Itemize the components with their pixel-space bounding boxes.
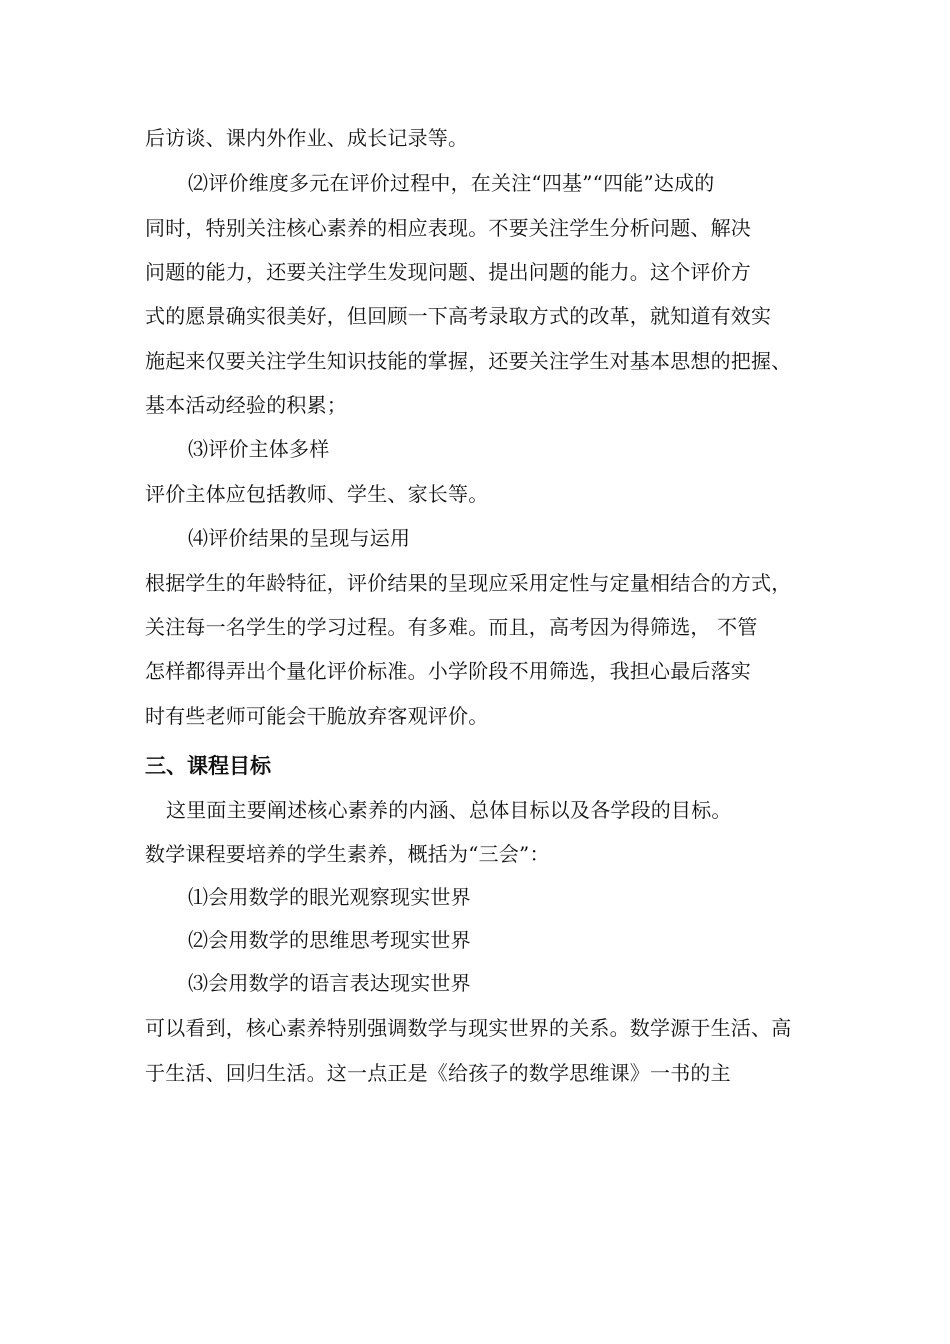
paragraph-line: 数学课程要培养的学生素养，概括为“三会”： (145, 842, 550, 866)
list-item: ⑴会用数学的眼光观察现实世界 (188, 885, 471, 909)
section-heading: 三、课程目标 (145, 754, 271, 778)
paragraph-line: 评价主体应包括教师、学生、家长等。 (145, 482, 489, 506)
paragraph-line: 施起来仅要关注学生知识技能的掌握，还要关注学生对基本思想的把握、 (145, 349, 792, 373)
list-item: ⑵会用数学的思维思考现实世界 (188, 928, 471, 952)
paragraph-line: 这里面主要阐述核心素养的内涵、总体目标以及各学段的目标。 (166, 798, 732, 822)
paragraph-line: 怎样都得弄出个量化评价标准。小学阶段不用筛选，我担心最后落实 (145, 659, 751, 683)
paragraph-line: 可以看到，核心素养特别强调数学与现实世界的关系。数学源于生活、高 (145, 1016, 792, 1040)
paragraph-line: 时有些老师可能会干脆放弃客观评价。 (145, 704, 489, 728)
paragraph-line: 关注每一名学生的学习过程。有多难。而且，高考因为得筛选， 不管 (145, 615, 758, 639)
paragraph-line: 基本活动经验的积累； (145, 393, 347, 417)
paragraph-line: ⑷评价结果的呈现与运用 (188, 526, 411, 550)
list-item: ⑶会用数学的语言表达现实世界 (188, 971, 471, 995)
paragraph-line: 后访谈、课内外作业、成长记录等。 (145, 126, 469, 150)
paragraph-line: ⑵评价维度多元在评价过程中，在关注“四基”“四能”达成的 (188, 171, 715, 195)
paragraph-line: 于生活、回归生活。这一点正是《给孩子的数学思维课》一书的主 (145, 1061, 731, 1085)
paragraph-line: ⑶评价主体多样 (188, 437, 330, 461)
paragraph-line: 根据学生的年龄特征，评价结果的呈现应采用定性与定量相结合的方式， (145, 571, 792, 595)
paragraph-line: 问题的能力，还要关注学生发现问题、提出问题的能力。这个评价方 (145, 260, 751, 284)
paragraph-line: 同时，特别关注核心素养的相应表现。不要关注学生分析问题、解决 (145, 216, 751, 240)
paragraph-line: 式的愿景确实很美好，但回顾一下高考录取方式的改革，就知道有效实 (145, 304, 772, 328)
